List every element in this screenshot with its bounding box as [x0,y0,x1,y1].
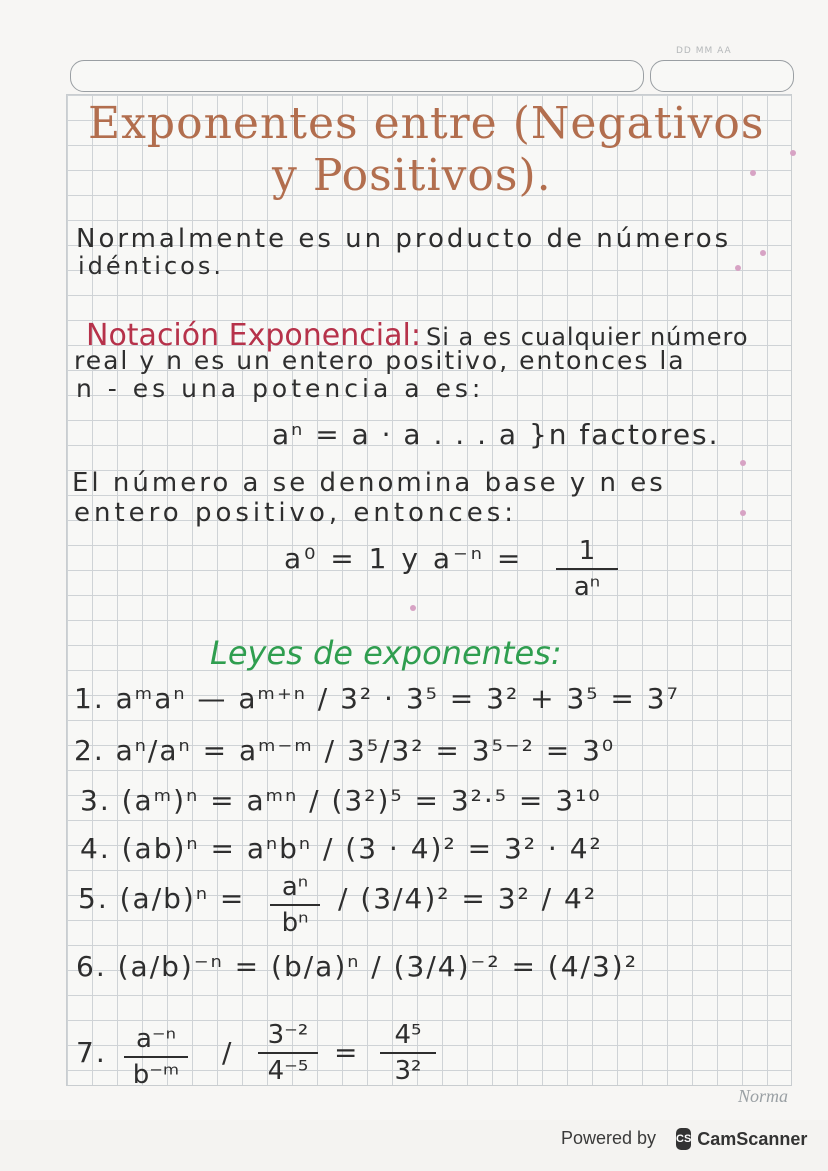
powered-by-label: Powered by [561,1128,657,1148]
notation-line1: Si a es cualquier número [426,323,749,351]
law-7-equals: = [334,1036,360,1069]
law-4: 4. (ab)ⁿ = aⁿbⁿ / (3 · 4)² = 3² · 4² [80,832,603,865]
base-line1: El número a se denomina base y n es [72,468,666,498]
law-7-denominator-3: 3² [394,1056,422,1086]
notation-label: Notación Exponencial: [86,318,421,353]
base-fraction [556,536,618,602]
decor-dot [760,250,766,256]
header-date-box [650,60,794,92]
law-5-denominator: bⁿ [281,908,309,938]
fraction-bar [258,1052,318,1054]
notation-formula: aⁿ = a · a . . . a }n factores. [272,418,720,451]
header-title-box [70,60,644,92]
law-7-numerator-1: a⁻ⁿ [135,1024,176,1054]
law-5-numerator: aⁿ [281,872,309,902]
law-7-numerator-3: 4⁵ [394,1020,422,1050]
law-2: 2. aⁿ/aⁿ = aᵐ⁻ᵐ / 3⁵/3² = 3⁵⁻² = 3⁰ [74,734,616,767]
decor-dot [735,265,741,271]
decor-dot [740,510,746,516]
base-formula: a⁰ = 1 y a⁻ⁿ = [284,542,524,575]
decor-dot [410,605,416,611]
law-7-fraction-1 [124,1024,188,1090]
law-7-separator: / [222,1036,234,1069]
fraction-bar [556,568,618,570]
law-6: 6. (a/b)⁻ⁿ = (b/a)ⁿ / (3/4)⁻² = (4/3)² [76,950,638,983]
notebook-brand-logo: Norma [737,1086,788,1106]
base-fraction-numerator: 1 [578,536,596,566]
camscanner-icon: CS [676,1128,691,1150]
law-7-fraction-2 [258,1020,318,1086]
law-5-left: 5. (a/b)ⁿ = [78,882,246,915]
law-1: 1. aᵐaⁿ — aᵐ⁺ⁿ / 3² · 3⁵ = 3² + 3⁵ = 3⁷ [74,682,680,715]
intro-line2: idénticos. [78,252,224,280]
fraction-bar [270,904,320,906]
decor-dot [790,150,796,156]
law-7-denominator-1: b⁻ᵐ [132,1060,180,1090]
law-5-right: / (3/4)² = 3² / 4² [338,882,598,915]
law-7-label: 7. [76,1036,107,1069]
camscanner-name: CamScanner [697,1128,808,1149]
date-label: DD MM AA [676,46,732,56]
decor-dot [740,460,746,466]
notation-line3: n - es una potencia a es: [76,374,485,403]
laws-heading: Leyes de exponentes: [210,634,562,672]
page-title-line1: Exponentes entre (Negativos [88,98,765,149]
law-5-fraction [270,872,320,938]
law-7-denominator-2: 4⁻⁵ [267,1056,309,1086]
notation-line2: real y n es un entero positivo, entonces la [74,346,686,375]
base-line2: entero positivo, entonces: [74,498,518,528]
camscanner-badge [676,1124,808,1154]
law-3: 3. (aᵐ)ⁿ = aᵐⁿ / (3²)⁵ = 3²·⁵ = 3¹⁰ [80,784,602,817]
law-7-fraction-3 [380,1020,436,1086]
page-title-line2: y Positivos). [272,150,552,201]
decor-dot [750,170,756,176]
fraction-bar [124,1056,188,1058]
fraction-bar [380,1052,436,1054]
law-7-numerator-2: 3⁻² [267,1020,309,1050]
base-fraction-denominator: aⁿ [573,572,601,602]
intro-line1: Normalmente es un producto de números [76,224,732,254]
